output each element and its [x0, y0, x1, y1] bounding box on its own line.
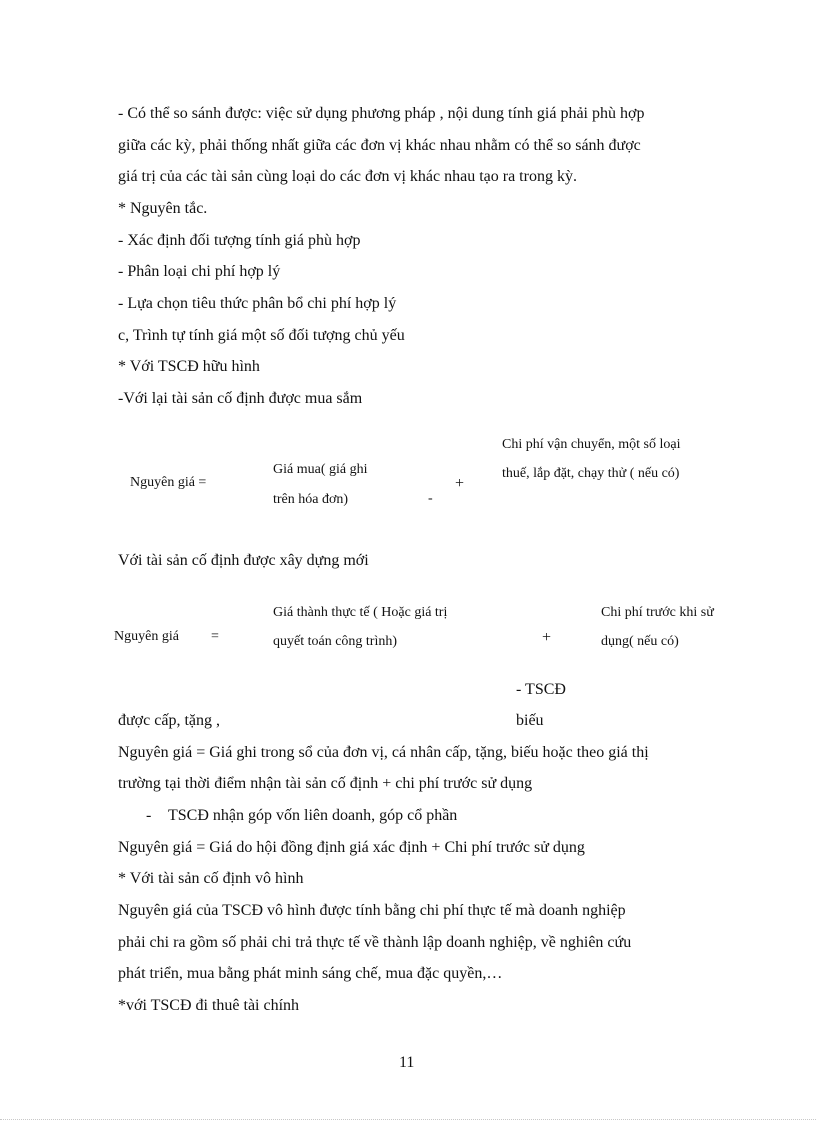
- subsection-heading: *với TSCĐ đi thuê tài chính: [118, 997, 300, 1014]
- formula-term: thuế, lắp đặt, chạy thử ( nếu có): [502, 466, 680, 481]
- formula-minus: -: [428, 491, 433, 506]
- list-bullet: -: [146, 807, 152, 824]
- principle-item: - Lựa chọn tiêu thức phân bổ chi phí hợp lý: [118, 295, 397, 312]
- paragraph-line: Nguyên giá của TSCĐ vô hình được tính bằng chi phí thực tế mà doanh nghiệp: [118, 902, 626, 919]
- formula-term: Giá mua( giá ghi: [273, 462, 368, 477]
- paragraph-line: giá trị của các tài sản cùng loại do các đơn vị khác nhau tạo ra trong kỳ.: [118, 168, 577, 185]
- formula-term: trên hóa đơn): [273, 492, 349, 507]
- formula-text: trường tại thời điểm nhận tài sản cố định + chi phí trước sử dụng: [118, 775, 533, 792]
- formula-plus: +: [542, 629, 552, 646]
- paragraph-line: - Có thể so sánh được: việc sử dụng phương pháp , nội dung tính giá phải phù hợp: [118, 105, 645, 122]
- subsection-heading: * Với tài sản cố định vô hình: [118, 870, 304, 887]
- subsection-heading: -Với lại tài sản cố định được mua sắm: [118, 390, 363, 407]
- formula-lhs: Nguyên giá =: [130, 475, 207, 490]
- page-bottom-divider: [0, 1119, 816, 1120]
- formula-term: dụng( nếu có): [601, 634, 679, 649]
- subsection-heading: - TSCĐ: [516, 681, 566, 698]
- formula-plus: +: [455, 475, 465, 492]
- principle-item: - Phân loại chi phí hợp lý: [118, 263, 281, 280]
- section-heading: c, Trình tự tính giá một số đối tượng chủ yếu: [118, 327, 405, 344]
- subsection-heading: * Với TSCĐ hữu hình: [118, 358, 260, 375]
- paragraph-line: phát triển, mua bằng phát minh sáng chế, mua đặc quyền,…: [118, 965, 503, 982]
- principles-heading: * Nguyên tắc.: [118, 200, 208, 217]
- paragraph-line: phải chi ra gồm số phải chi trả thực tế về thành lập doanh nghiệp, về nghiên cứu: [118, 934, 632, 951]
- paragraph-line: biếu: [516, 712, 544, 729]
- paragraph-line: được cấp, tặng ,: [118, 712, 220, 729]
- formula-lhs: Nguyên giá: [114, 629, 179, 644]
- formula-equals: =: [211, 629, 219, 644]
- principle-item: - Xác định đối tượng tính giá phù hợp: [118, 232, 361, 249]
- page-number: 11: [399, 1054, 415, 1071]
- formula-term: Giá thành thực tế ( Hoặc giá trị: [273, 605, 448, 620]
- subsection-heading: Với tài sản cố định được xây dựng mới: [118, 552, 369, 569]
- formula-term: Chi phí vận chuyển, một số loại: [502, 437, 681, 452]
- formula-text: Nguyên giá = Giá do hội đồng định giá xác định + Chi phí trước sử dụng: [118, 839, 585, 856]
- formula-text: Nguyên giá = Giá ghi trong sổ của đơn vị, cá nhân cấp, tặng, biếu hoặc theo giá thị: [118, 744, 649, 761]
- formula-term: quyết toán công trình): [273, 634, 398, 649]
- subsection-heading: TSCĐ nhận góp vốn liên doanh, góp cổ phần: [168, 807, 458, 824]
- formula-term: Chi phí trước khi sử: [601, 605, 714, 620]
- paragraph-line: giữa các kỳ, phải thống nhất giữa các đơn vị khác nhau nhằm có thể so sánh được: [118, 137, 641, 154]
